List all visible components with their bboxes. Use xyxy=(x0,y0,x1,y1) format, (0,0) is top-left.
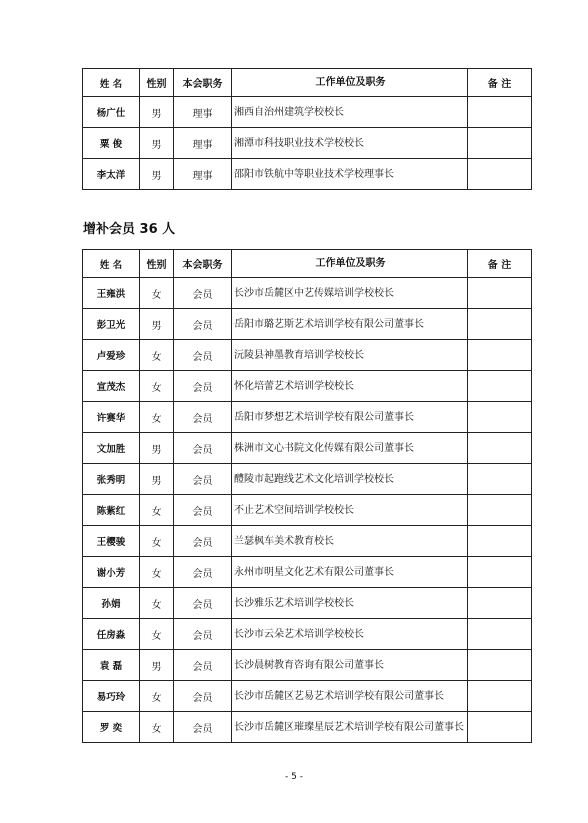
cell-sex: 男 xyxy=(140,97,174,128)
cell-role: 理事 xyxy=(174,128,232,159)
table-row xyxy=(83,309,532,340)
cell-name: 文加胜 xyxy=(83,433,140,464)
cell-note xyxy=(468,619,532,650)
cell-note xyxy=(468,278,532,309)
header-role: 本会职务 xyxy=(174,250,232,278)
cell-role: 会员 xyxy=(174,278,232,309)
cell-name: 宣茂杰 xyxy=(83,371,140,402)
header-role: 本会职务 xyxy=(174,69,232,97)
cell-unit: 株洲市文心书院文化传媒有限公司董事长 xyxy=(232,433,468,464)
cell-sex: 男 xyxy=(140,128,174,159)
cell-note xyxy=(468,588,532,619)
table2-body xyxy=(83,278,532,743)
table-row xyxy=(83,495,532,526)
table-header-row xyxy=(83,69,532,97)
cell-name: 彭卫光 xyxy=(83,309,140,340)
cell-note xyxy=(468,433,532,464)
cell-name: 卢爱珍 xyxy=(83,340,140,371)
table-row xyxy=(83,557,532,588)
cell-role: 会员 xyxy=(174,433,232,464)
table-row xyxy=(83,278,532,309)
cell-note xyxy=(468,495,532,526)
cell-unit: 长沙晨树教育咨询有限公司董事长 xyxy=(232,650,468,681)
header-unit: 工作单位及职务 xyxy=(232,250,468,278)
cell-unit: 湘潭市科技职业技术学校校长 xyxy=(232,128,468,159)
cell-sex: 女 xyxy=(140,340,174,371)
header-unit: 工作单位及职务 xyxy=(232,69,468,97)
cell-name: 王樱骏 xyxy=(83,526,140,557)
table1-body xyxy=(83,97,532,190)
table-row xyxy=(83,619,532,650)
cell-unit: 兰瑟枫车美术教育校长 xyxy=(232,526,468,557)
cell-name: 许赛华 xyxy=(83,402,140,433)
cell-note xyxy=(468,97,532,128)
cell-sex: 女 xyxy=(140,681,174,712)
cell-role: 会员 xyxy=(174,619,232,650)
cell-note xyxy=(468,681,532,712)
cell-sex: 女 xyxy=(140,557,174,588)
cell-sex: 男 xyxy=(140,309,174,340)
cell-sex: 女 xyxy=(140,402,174,433)
cell-note xyxy=(468,464,532,495)
cell-unit: 永州市明星文化艺术有限公司董事长 xyxy=(232,557,468,588)
cell-unit: 长沙雅乐艺术培训学校校长 xyxy=(232,588,468,619)
cell-role: 会员 xyxy=(174,495,232,526)
cell-unit: 怀化培蕾艺术培训学校校长 xyxy=(232,371,468,402)
table-row xyxy=(83,97,532,128)
header-name: 姓 名 xyxy=(83,69,140,97)
table-row xyxy=(83,526,532,557)
page-number: - 5 - xyxy=(285,772,303,782)
cell-unit: 长沙市岳麓区璀璨星辰艺术培训学校有限公司董事长 xyxy=(232,712,468,743)
cell-note xyxy=(468,309,532,340)
cell-name: 易巧玲 xyxy=(83,681,140,712)
section-title: 增补会员 36 人 xyxy=(83,222,176,237)
cell-name: 袁 磊 xyxy=(83,650,140,681)
table-row xyxy=(83,371,532,402)
cell-note xyxy=(468,340,532,371)
table-row xyxy=(83,402,532,433)
council-table xyxy=(82,68,532,190)
header-note: 备 注 xyxy=(468,69,532,97)
table-row xyxy=(83,159,532,190)
cell-role: 会员 xyxy=(174,588,232,619)
table-row xyxy=(83,464,532,495)
cell-sex: 女 xyxy=(140,619,174,650)
table-row xyxy=(83,128,532,159)
cell-sex: 女 xyxy=(140,371,174,402)
table-row xyxy=(83,433,532,464)
cell-role: 会员 xyxy=(174,464,232,495)
table-row xyxy=(83,340,532,371)
cell-note xyxy=(468,402,532,433)
cell-sex: 女 xyxy=(140,588,174,619)
cell-sex: 女 xyxy=(140,526,174,557)
members-table xyxy=(82,249,532,743)
header-sex: 性别 xyxy=(140,250,174,278)
cell-unit: 岳阳市梦想艺术培训学校有限公司董事长 xyxy=(232,402,468,433)
cell-unit: 醴陵市起跑线艺术文化培训学校校长 xyxy=(232,464,468,495)
cell-name: 谢小芳 xyxy=(83,557,140,588)
cell-note xyxy=(468,526,532,557)
cell-note xyxy=(468,371,532,402)
cell-unit: 长沙市云朵艺术培训学校校长 xyxy=(232,619,468,650)
cell-role: 会员 xyxy=(174,340,232,371)
cell-sex: 男 xyxy=(140,159,174,190)
cell-sex: 男 xyxy=(140,433,174,464)
cell-role: 会员 xyxy=(174,650,232,681)
cell-unit: 长沙市岳麓区中艺传媒培训学校校长 xyxy=(232,278,468,309)
cell-name: 任房淼 xyxy=(83,619,140,650)
cell-note xyxy=(468,712,532,743)
header-note: 备 注 xyxy=(468,250,532,278)
cell-name: 孙娟 xyxy=(83,588,140,619)
cell-role: 会员 xyxy=(174,557,232,588)
header-name: 姓 名 xyxy=(83,250,140,278)
cell-unit: 不止艺术空间培训学校校长 xyxy=(232,495,468,526)
table-header-row xyxy=(83,250,532,278)
cell-name: 陈紫红 xyxy=(83,495,140,526)
cell-name: 王雍洪 xyxy=(83,278,140,309)
cell-name: 罗 奕 xyxy=(83,712,140,743)
cell-name: 杨广仕 xyxy=(83,97,140,128)
cell-role: 会员 xyxy=(174,309,232,340)
cell-sex: 女 xyxy=(140,278,174,309)
table-row xyxy=(83,681,532,712)
cell-role: 理事 xyxy=(174,159,232,190)
cell-note xyxy=(468,128,532,159)
cell-note xyxy=(468,557,532,588)
cell-sex: 女 xyxy=(140,712,174,743)
cell-role: 理事 xyxy=(174,97,232,128)
cell-role: 会员 xyxy=(174,371,232,402)
cell-note xyxy=(468,159,532,190)
table-row xyxy=(83,588,532,619)
cell-sex: 男 xyxy=(140,650,174,681)
cell-role: 会员 xyxy=(174,526,232,557)
cell-name: 张秀明 xyxy=(83,464,140,495)
cell-unit: 邵阳市铁航中等职业技术学校理事长 xyxy=(232,159,468,190)
table-row xyxy=(83,650,532,681)
table-row xyxy=(83,712,532,743)
cell-unit: 湘西自治州建筑学校校长 xyxy=(232,97,468,128)
cell-name: 李太洋 xyxy=(83,159,140,190)
header-sex: 性别 xyxy=(140,69,174,97)
cell-role: 会员 xyxy=(174,402,232,433)
cell-unit: 长沙市岳麓区艺易艺术培训学校有限公司董事长 xyxy=(232,681,468,712)
cell-unit: 沅陵县神墨教育培训学校校长 xyxy=(232,340,468,371)
cell-sex: 女 xyxy=(140,495,174,526)
cell-name: 粟 俊 xyxy=(83,128,140,159)
cell-role: 会员 xyxy=(174,712,232,743)
cell-sex: 男 xyxy=(140,464,174,495)
cell-role: 会员 xyxy=(174,681,232,712)
cell-note xyxy=(468,650,532,681)
cell-unit: 岳阳市璐艺斯艺术培训学校有限公司董事长 xyxy=(232,309,468,340)
